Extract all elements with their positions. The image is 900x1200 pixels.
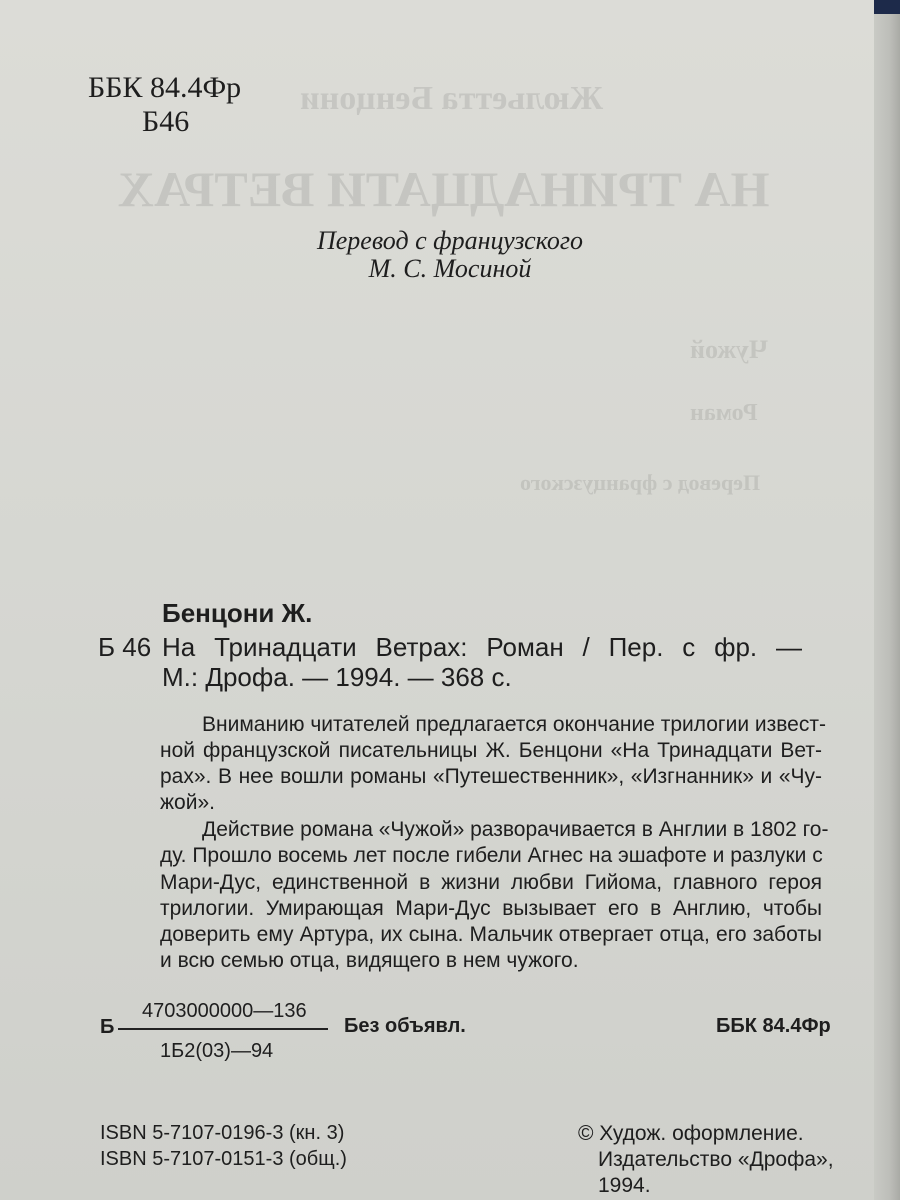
copyright-line-2: Издательство «Дрофа», — [598, 1148, 834, 1171]
imprint-no-ads: Без объявл. — [344, 1015, 466, 1037]
annotation-line: Вниманию читателей предлагается окончание трилогии извест- — [202, 713, 826, 736]
bibliographic-code: Б 46 — [98, 632, 152, 662]
annotation-line: Мари-Дус, единственной в жизни любви Гийома, главного героя — [160, 871, 822, 894]
bbk-classification: ББК 84.4Фр — [88, 71, 242, 104]
page-edge-shadow — [874, 0, 900, 1200]
translation-note: Перевод с французского — [316, 226, 584, 255]
bleed-through-line-4: Роман — [690, 400, 758, 426]
bleed-through-line-2: НА ТРИНАДЦАТИ ВЕТРАХ — [118, 161, 770, 217]
bibliographic-publisher-line: М.: Дрофа. — 1994. — 368 с. — [162, 662, 512, 692]
bibliographic-author: Бенцони Ж. — [162, 598, 313, 628]
bibliographic-title-line: На Тринадцати Ветрах: Роман / Пер. с фр. — — [162, 632, 802, 662]
annotation-line: доверить ему Артура, их сына. Мальчик отвергает отца, его заботы — [160, 923, 822, 946]
imprint-bbk: ББК 84.4Фр — [716, 1015, 831, 1037]
cover-edge — [874, 0, 900, 14]
author-sign-code: Б46 — [142, 105, 190, 138]
bleed-through-line-3: Чужой — [690, 335, 768, 364]
annotation-line: и всю семью отца, видящего в нем чужого. — [160, 949, 579, 972]
imprint-denominator: 1Б2(03)—94 — [160, 1040, 274, 1062]
copyright-line-1: © Худож. оформление. — [578, 1122, 804, 1145]
annotation-line: жой». — [160, 791, 215, 814]
isbn-series: ISBN 5-7107-0151-3 (общ.) — [100, 1148, 347, 1170]
annotation-line: трилогии. Умирающая Мари-Дус вызывает его в Англию, чтобы — [160, 897, 822, 920]
annotation-line: рах». В нее вошли романы «Путешественник», «Изгнанник» и «Чу- — [160, 765, 822, 788]
translator-name: М. С. Мосиной — [368, 254, 532, 283]
imprint-letter: Б — [100, 1016, 115, 1038]
isbn-volume: ISBN 5-7107-0196-3 (кн. 3) — [100, 1122, 345, 1144]
annotation-line: Действие романа «Чужой» разворачивается в Англии в 1802 го- — [202, 818, 829, 841]
imprint-fraction-rule — [118, 1028, 328, 1030]
bleed-through-line-5: Перевод с французского — [520, 470, 761, 495]
copyright-line-3: 1994. — [598, 1174, 651, 1197]
annotation-line: ду. Прошло восемь лет после гибели Агнес на эшафоте и разлуки с — [160, 844, 823, 867]
bleed-through-line-1: Жюльетта Бенцони — [300, 80, 604, 117]
annotation-line: ной французской писательницы Ж. Бенцони «На Тринадцати Вет- — [160, 739, 822, 762]
imprint-numerator: 4703000000—136 — [142, 1000, 307, 1022]
